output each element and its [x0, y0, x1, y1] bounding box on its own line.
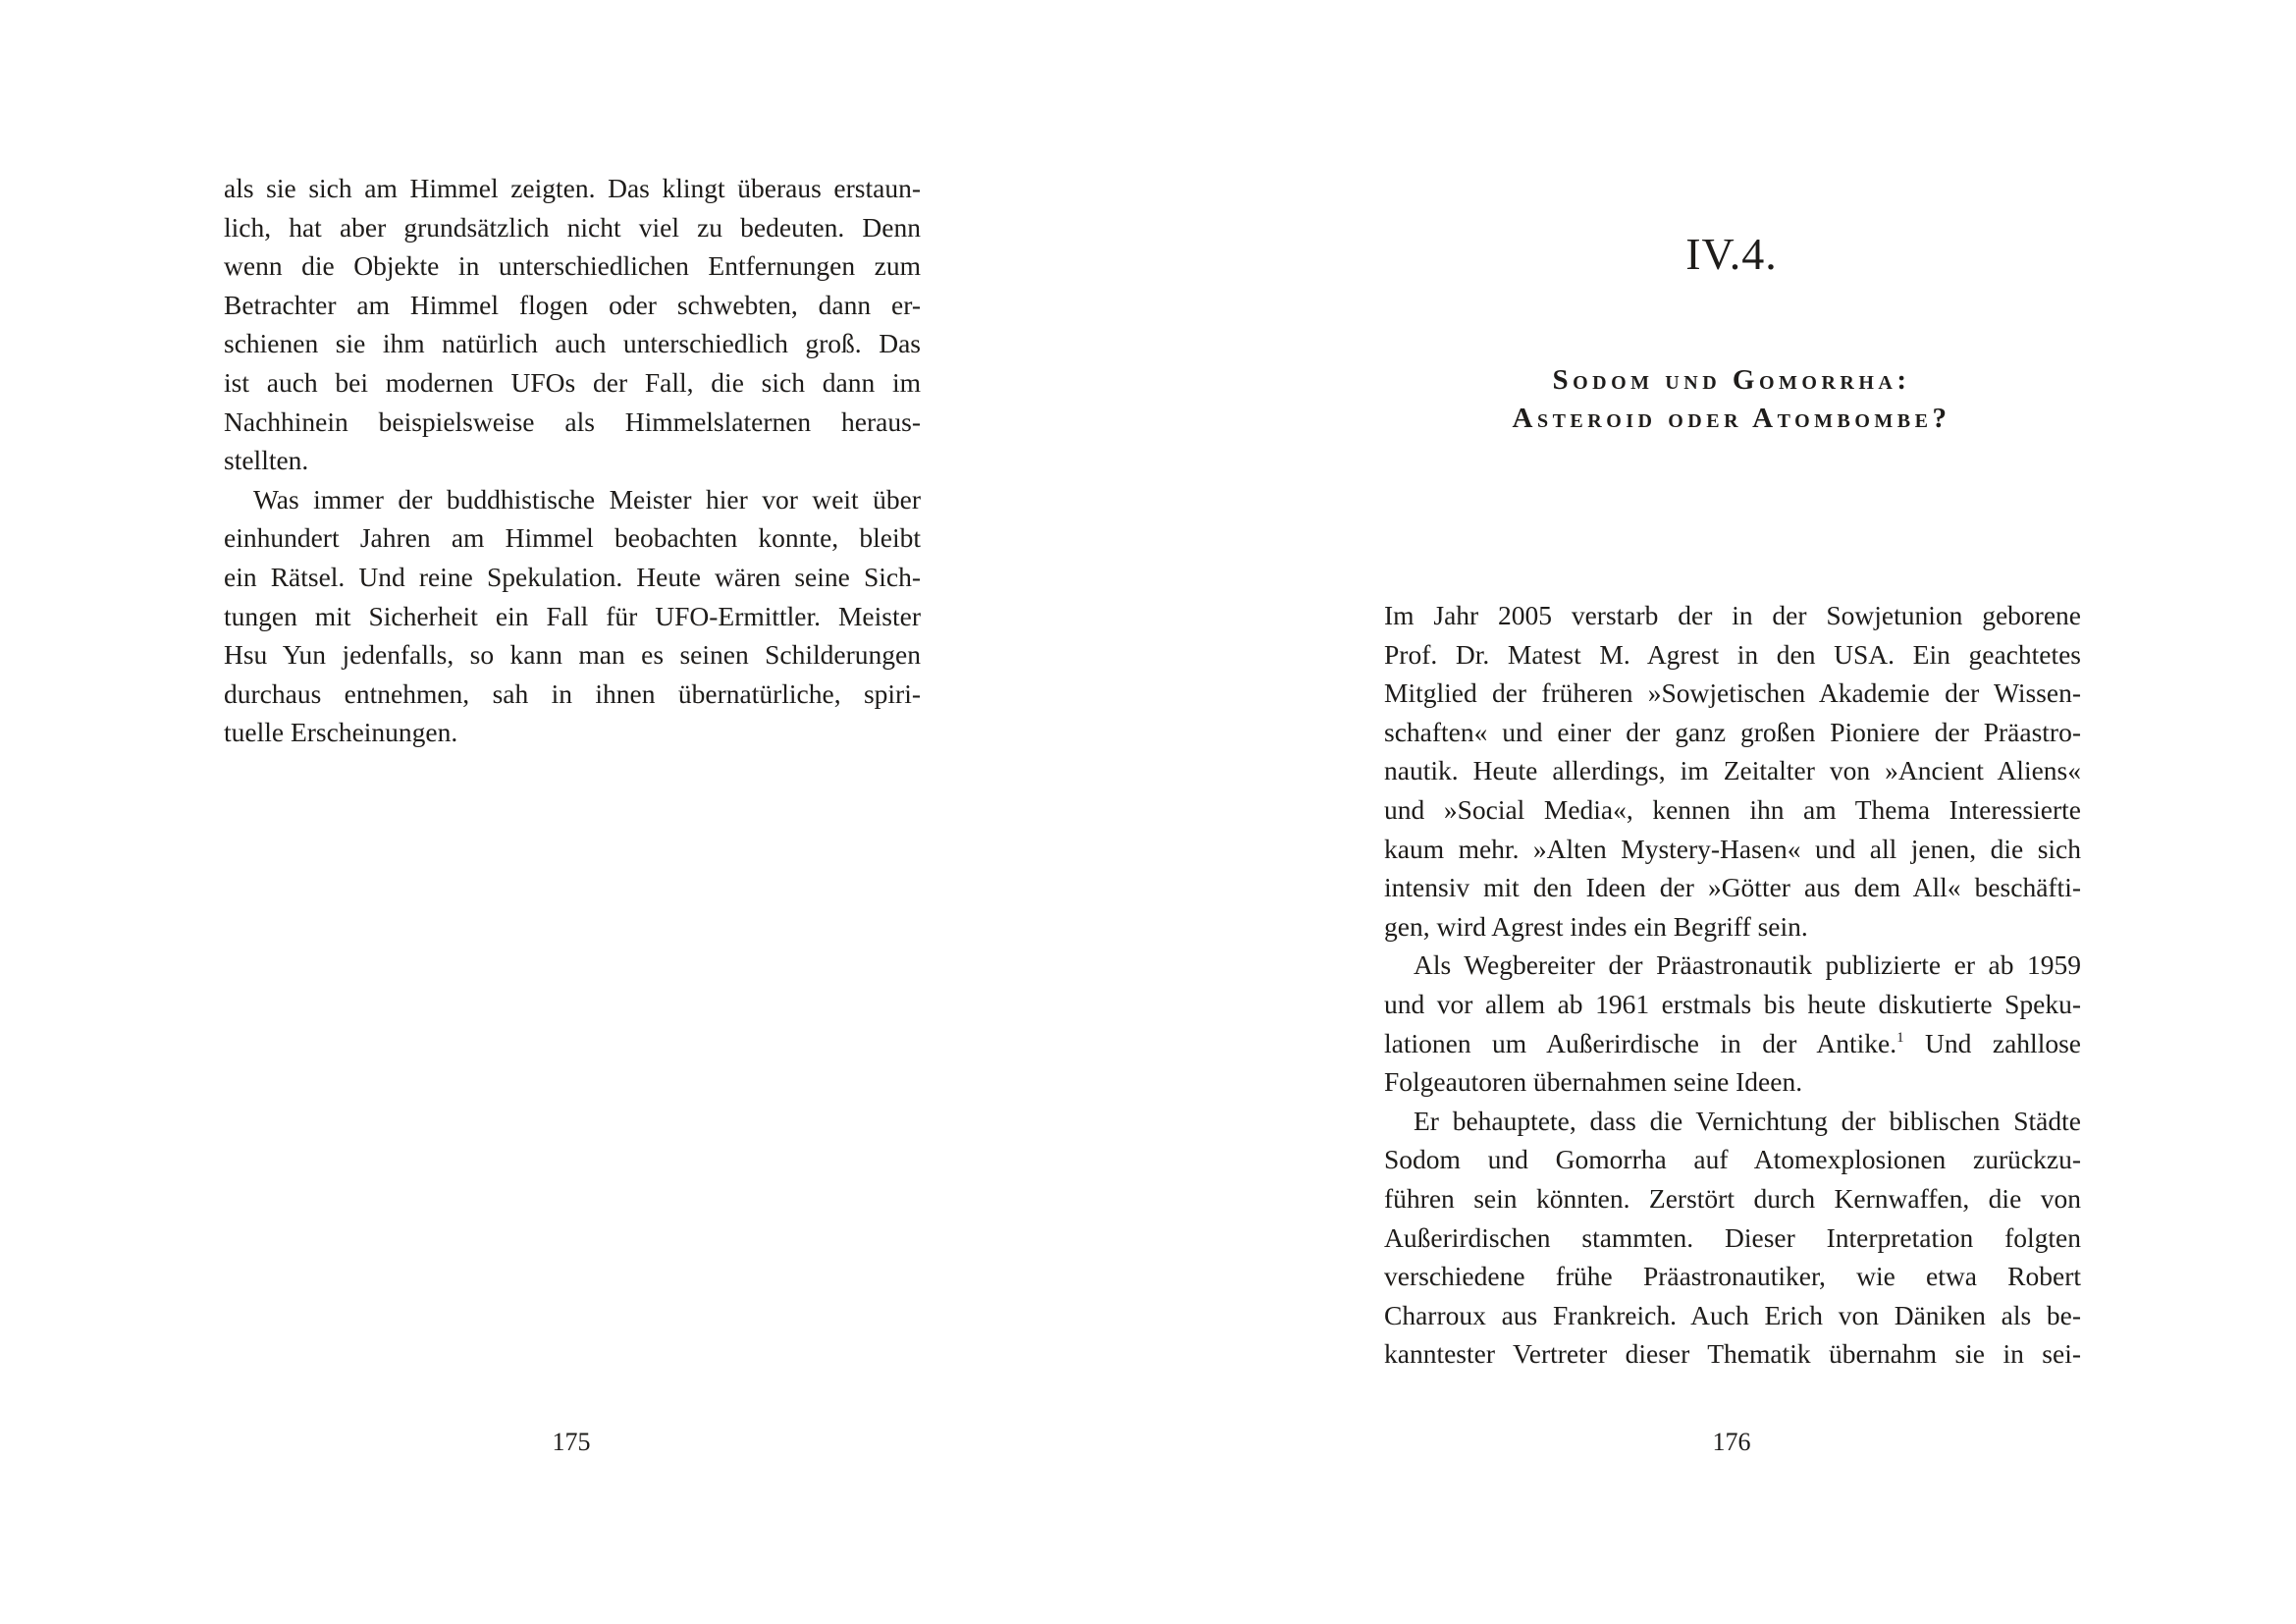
chapter-title [1148, 361, 2296, 438]
text-line: Mitglied der früheren »Sowjetischen Akademie der Wissen- [1384, 677, 2081, 709]
text-line [1384, 1024, 2081, 1063]
footnote-marker[interactable]: 1 [1896, 1029, 1904, 1046]
text-line: Hsu Yun jedenfalls, so kann man es seinen Schilderungen [224, 639, 921, 671]
page-number: 175 [552, 1428, 591, 1456]
text-line: Im Jahr 2005 verstarb der in der Sowjetunion geborene [1384, 600, 2081, 630]
text-line: führen sein könnten. Zerstört durch Kernwaffen, die von [1384, 1182, 2081, 1214]
chapter-title-line: Sodom und Gomorrha: [1552, 364, 1911, 396]
text-line: tungen mit Sicherheit ein Fall für UFO-Ermittler. Meister [224, 600, 921, 631]
text-line: tuelle Erscheinungen. [224, 717, 458, 748]
text-line: Als Wegbereiter der Präastronautik publizierte er ab 1959 [1414, 949, 2081, 981]
text-segment: lationen um Außerirdische in der Antike. [1384, 1027, 1897, 1058]
body-text [224, 169, 921, 752]
text-line: einhundert Jahren am Himmel beobachten konnte, bleibt [224, 522, 921, 554]
text-line: durchaus entnehmen, sah in ihnen übernatürliche, spiri- [224, 677, 921, 709]
text-line: Charroux aus Frankreich. Auch Erich von Däniken als be- [1384, 1299, 2081, 1330]
page-number: 176 [1712, 1428, 1751, 1456]
chapter-number: IV.4. [1685, 229, 1778, 279]
text-line: und »Social Media«, kennen ihn am Thema Interessierte [1384, 793, 2081, 825]
text-segment: Und zahllose [1903, 1027, 2081, 1058]
text-line: Er behauptete, dass die Vernichtung der biblischen Städte [1414, 1105, 2081, 1136]
chapter-title-line: Asteroid oder Atombombe? [1512, 403, 1951, 434]
text-line: intensiv mit den Ideen der »Götter aus dem All« beschäfti- [1384, 872, 2081, 903]
text-line: wenn die Objekte in unterschiedlichen Entfernungen zum [224, 250, 921, 282]
text-line: Folgeautoren übernahmen seine Ideen. [1384, 1066, 1803, 1098]
text-line: gen, wird Agrest indes ein Begriff sein. [1384, 910, 1808, 942]
text-line: ist auch bei modernen UFOs der Fall, die sich dann im [224, 366, 921, 398]
text-line: Außerirdischen stammten. Dieser Interpretation folgten [1384, 1221, 2081, 1253]
text-line: Was immer der buddhistische Meister hier vor weit über [253, 483, 921, 514]
text-line: nautik. Heute allerdings, im Zeitalter von »Ancient Aliens« [1384, 755, 2081, 786]
text-line: Nachhinein beispielsweise als Himmelslaternen heraus- [224, 406, 921, 437]
text-line: schienen sie ihm natürlich auch unterschiedlich groß. Das [224, 328, 921, 359]
text-line: verschiedene frühe Präastronautiker, wie etwa Robert [1384, 1261, 2081, 1292]
right-page [1148, 0, 2296, 1624]
text-line: stellten. [224, 445, 309, 476]
text-line: als sie sich am Himmel zeigten. Das klingt überaus erstaun- [224, 173, 921, 203]
text-line: kanntester Vertreter dieser Thematik übernahm sie in sei- [1384, 1338, 2081, 1370]
text-line: Sodom und Gomorrha auf Atomexplosionen zurückzu- [1384, 1144, 2081, 1175]
text-line: kaum mehr. »Alten Mystery-Hasen« und all jenen, die sich [1384, 833, 2081, 864]
text-line: und vor allem ab 1961 erstmals bis heute diskutierte Speku- [1384, 988, 2081, 1019]
text-line: Prof. Dr. Matest M. Agrest in den USA. Ein geachtetes [1384, 638, 2081, 670]
text-line: Betrachter am Himmel flogen oder schwebten, dann er- [224, 289, 921, 320]
body-text [1384, 596, 2081, 1374]
text-line: ein Rätsel. Und reine Spekulation. Heute wären seine Sich- [224, 561, 921, 592]
text-line: lich, hat aber grundsätzlich nicht viel zu bedeuten. Denn [224, 211, 921, 243]
text-line: schaften« und einer der ganz großen Pioniere der Präastro- [1384, 716, 2081, 747]
